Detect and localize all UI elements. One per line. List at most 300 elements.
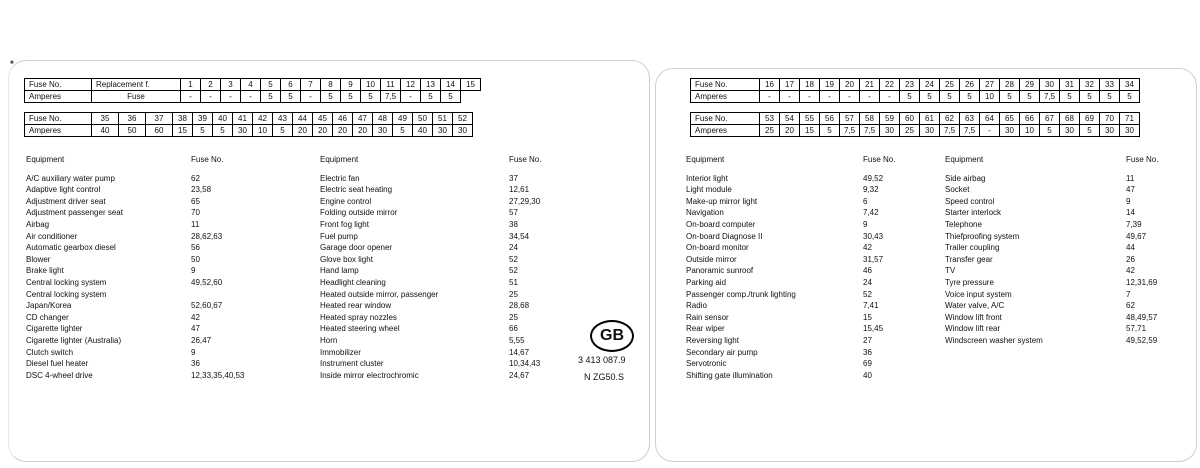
fuse-cell: 60 [900,113,920,125]
fuse-cell: 30 [1000,125,1020,137]
fuse-numbers: 24 [509,243,518,253]
fuse-numbers: 25 [509,312,518,322]
equipment-name: Airbag [26,219,50,229]
equipment-name: Immobilizer [320,347,361,357]
fuse-cell: 54 [780,113,800,125]
equipment-name: Tyre pressure [945,277,994,287]
equipment-name: Rear wiper [686,324,725,334]
fuse-numbers: 7,41 [863,301,879,311]
left-fuse-table-bottom [24,112,473,137]
right-fuse-table-top [690,78,1140,103]
fuse-numbers: 62 [191,173,200,183]
fuse-cell: 30 [1060,125,1080,137]
fuse-numbers: 14 [1126,208,1135,218]
fuse-cell: 19 [820,79,840,91]
fuse-cell: 5 [960,91,980,103]
fuse-numbers: 26,47 [191,335,212,345]
fuse-cell: 7,5 [1040,91,1060,103]
table-row [691,79,1140,91]
fuse-cell: 12 [401,79,421,91]
fuse-cell: Amperes [691,91,760,103]
equipment-name: Reversing light [686,335,739,345]
fuse-cell: Fuse No. [691,113,760,125]
fuse-cell: 10 [980,91,1000,103]
fuse-cell: 20 [780,125,800,137]
fuse-numbers: 52,60,67 [191,301,223,311]
fuse-cell: 15 [461,79,481,91]
part-number: 3 413 087.9 [578,355,626,365]
fuse-cell: 30 [1100,125,1120,137]
fuse-cell: 7,5 [940,125,960,137]
fuse-cell: 20 [353,125,373,137]
fuse-cell: 5 [261,91,281,103]
fuse-cell: 25 [900,125,920,137]
fuse-cell: 5 [441,91,461,103]
equipment-name: Electric fan [320,173,360,183]
fuse-cell: 7,5 [381,91,401,103]
fuse-numbers: 70 [191,208,200,218]
fuse-numbers: 40 [863,370,872,380]
fuse-cell: - [401,91,421,103]
equipment-name: On-board monitor [686,243,749,253]
equipment-name: Diesel fuel heater [26,359,89,369]
equipment-name: Voice input system [945,289,1012,299]
fuse-cell: 21 [860,79,880,91]
fuse-numbers: 65 [191,196,200,206]
fuse-cell: 20 [333,125,353,137]
fuse-numbers: 49,52,59 [1126,335,1158,345]
right-fuse-table-bottom [690,112,1140,137]
fuse-cell: 9 [341,79,361,91]
fuse-cell: 71 [1120,113,1140,125]
fuse-numbers: 9 [191,266,196,276]
fuse-cell: 36 [119,113,146,125]
fuse-numbers: 36 [191,359,200,369]
fuse-cell: 7,5 [840,125,860,137]
fuse-numbers: 52 [863,289,872,299]
fuse-numbers: 11 [191,219,200,229]
fuse-numbers: 12,61 [509,185,530,195]
equipment-name: Brake light [26,266,64,276]
fuse-cell: 10 [361,79,381,91]
equipment-name: Heated steering wheel [320,324,400,334]
fuse-cell: 5 [920,91,940,103]
left-fuse-table-top [24,78,481,103]
equipment-header: Equipment [26,155,65,164]
fuse-cell: 50 [413,113,433,125]
fuse-cell: 8 [321,79,341,91]
fuse-cell: 5 [1060,91,1080,103]
equipment-name: Servotronic [686,359,727,369]
fuse-cell: 47 [353,113,373,125]
fuse-numbers: 27,29,30 [509,196,541,206]
fuse-numbers: 37 [509,173,518,183]
equipment-name: Thiefproofing system [945,231,1020,241]
equipment-name: On-board computer [686,219,756,229]
fuse-cell: 44 [293,113,313,125]
fuse-numbers: 50 [191,254,200,264]
fuse-cell: 25 [940,79,960,91]
fuse-cell: 17 [780,79,800,91]
fuse-cell: 20 [293,125,313,137]
fuse-cell: 5 [1000,91,1020,103]
fuse-cell: 10 [253,125,273,137]
equipment-name: DSC 4-wheel drive [26,370,93,380]
fuse-cell: 22 [880,79,900,91]
equipment-name: Passenger comp./trunk lighting [686,289,796,299]
table-row [25,113,473,125]
fuse-cell: 59 [880,113,900,125]
table-row [25,79,481,91]
fuse-cell: 35 [92,113,119,125]
equipment-name: Central locking system [26,289,107,299]
fuse-no-header: Fuse No. [191,155,224,164]
fuse-cell: 52 [453,113,473,125]
fuse-cell: - [201,91,221,103]
equipment-name: Inside mirror electrochromic [320,370,419,380]
fuse-cell: 61 [920,113,940,125]
fuse-cell: 48 [373,113,393,125]
fuse-cell: 5 [261,79,281,91]
fuse-numbers: 28,68 [509,301,530,311]
fuse-numbers: 7,39 [1126,219,1142,229]
equipment-name: Engine control [320,196,372,206]
fuse-cell: 20 [313,125,333,137]
fuse-cell: - [241,91,261,103]
fuse-cell: 28 [1000,79,1020,91]
fuse-numbers: 7,42 [863,208,879,218]
fuse-cell: 69 [1080,113,1100,125]
fuse-numbers: 9,32 [863,185,879,195]
fuse-numbers: 30,43 [863,231,884,241]
equipment-name: Shifting gate illumination [686,370,773,380]
fuse-numbers: 49,52 [863,173,884,183]
fuse-numbers: 23,58 [191,185,212,195]
equipment-name: Garage door opener [320,243,393,253]
equipment-name: Water valve, A/C [945,301,1005,311]
equipment-name: Secondary air pump [686,347,758,357]
fuse-cell: 30 [880,125,900,137]
fuse-cell: 49 [393,113,413,125]
fuse-cell: 46 [333,113,353,125]
fuse-cell: 5 [421,91,441,103]
fuse-cell: 27 [980,79,1000,91]
fuse-cell: - [860,91,880,103]
fuse-cell: 4 [241,79,261,91]
fuse-numbers: 25 [509,289,518,299]
fuse-cell: - [820,91,840,103]
fuse-numbers: 42 [191,312,200,322]
fuse-numbers: 57 [509,208,518,218]
fuse-cell: 1 [181,79,201,91]
fuse-numbers: 52 [509,266,518,276]
corner-mark: ■ [10,60,14,66]
fuse-numbers: 28,62,63 [191,231,223,241]
fuse-cell: 42 [253,113,273,125]
fuse-cell: 38 [173,113,193,125]
fuse-no-header: Fuse No. [509,155,542,164]
equipment-name: Cigarette lighter [26,324,83,334]
table-row [25,125,473,137]
fuse-cell: 5 [341,91,361,103]
equipment-name: A/C auxiliary water pump [26,173,115,183]
fuse-cell: 64 [980,113,1000,125]
fuse-cell: 40 [213,113,233,125]
fuse-numbers: 6 [863,196,868,206]
fuse-cell: 20 [840,79,860,91]
fuse-cell: 25 [760,125,780,137]
fuse-no-header: Fuse No. [863,155,896,164]
fuse-cell: 68 [1060,113,1080,125]
equipment-name: Adjustment driver seat [26,196,106,206]
equipment-name: Central locking system [26,277,107,287]
fuse-cell: - [780,91,800,103]
fuse-cell: - [840,91,860,103]
fuse-cell: 5 [940,91,960,103]
equipment-name: CD changer [26,312,69,322]
equipment-name: Window lift rear [945,324,1001,334]
fuse-cell: 40 [92,125,119,137]
fuse-cell: 5 [1080,91,1100,103]
fuse-numbers: 11 [1126,173,1135,183]
fuse-cell: 53 [760,113,780,125]
fuse-cell: - [301,91,321,103]
equipment-name: Radio [686,301,707,311]
fuse-numbers: 36 [863,347,872,357]
fuse-cell: - [181,91,201,103]
fuse-cell: 70 [1100,113,1120,125]
fuse-cell: 7,5 [960,125,980,137]
equipment-name: Hand lamp [320,266,359,276]
fuse-numbers: 14,67 [509,347,530,357]
fuse-numbers: 57,71 [1126,324,1147,334]
fuse-cell: 30 [233,125,253,137]
fuse-cell: 13 [421,79,441,91]
fuse-cell: 30 [1120,125,1140,137]
fuse-cell: 56 [820,113,840,125]
fuse-cell: 24 [920,79,940,91]
fuse-numbers: 49,67 [1126,231,1147,241]
fuse-cell: 5 [1020,91,1040,103]
table-row [691,125,1140,137]
equipment-name: Folding outside mirror [320,208,398,218]
equipment-name: Instrument cluster [320,359,384,369]
fuse-cell: 5 [193,125,213,137]
equipment-name: Automatic gearbox diesel [26,243,116,253]
fuse-cell: 43 [273,113,293,125]
fuse-cell: 5 [281,91,301,103]
equipment-name: Japan/Korea [26,301,72,311]
fuse-cell: 5 [1040,125,1060,137]
fuse-cell: Replacement f. [92,79,181,91]
fuse-cell: 45 [313,113,333,125]
fuse-cell: 41 [233,113,253,125]
fuse-numbers: 44 [1126,243,1135,253]
fuse-cell: 30 [920,125,940,137]
equipment-name: Parking aid [686,277,727,287]
fuse-cell: 33 [1100,79,1120,91]
fuse-cell: 31 [1060,79,1080,91]
fuse-cell: 5 [1080,125,1100,137]
fuse-cell: 5 [213,125,233,137]
equipment-name: Horn [320,335,338,345]
equipment-name: Glove box light [320,254,373,264]
equipment-name: Heated rear window [320,301,392,311]
fuse-cell: - [221,91,241,103]
fuse-numbers: 24,67 [509,370,530,380]
fuse-cell: 3 [221,79,241,91]
fuse-cell: 55 [800,113,820,125]
fuse-numbers: 26 [1126,254,1135,264]
fuse-numbers: 47 [1126,185,1135,195]
fuse-cell: Amperes [691,125,760,137]
equipment-name: Navigation [686,208,724,218]
equipment-name: Heated spray nozzles [320,312,397,322]
equipment-name: Socket [945,185,970,195]
equipment-name: Blower [26,254,51,264]
fuse-numbers: 47 [191,324,200,334]
equipment-name: Front fog light [320,219,369,229]
fuse-cell: 51 [433,113,453,125]
fuse-cell: 58 [860,113,880,125]
fuse-numbers: 9 [1126,196,1131,206]
equipment-name: Speed control [945,196,995,206]
equipment-name: Outside mirror [686,254,737,264]
fuse-numbers: 12,31,69 [1126,277,1158,287]
fuse-cell: 15 [173,125,193,137]
fuse-cell: 40 [413,125,433,137]
table-row [691,91,1140,103]
fuse-cell: 11 [381,79,401,91]
fuse-numbers: 10,34,43 [509,359,541,369]
fuse-numbers: 46 [863,266,872,276]
fuse-cell: 7 [301,79,321,91]
fuse-cell: 30 [433,125,453,137]
fuse-cell: Fuse No. [691,79,760,91]
fuse-numbers: 27 [863,335,872,345]
equipment-name: Headlight cleaning [320,277,386,287]
equipment-name: Light module [686,185,732,195]
fuse-cell: 30 [453,125,473,137]
equipment-name: Interior light [686,173,728,183]
fuse-cell: 30 [373,125,393,137]
fuse-numbers: 12,33,35,40,53 [191,370,245,380]
part-code: N ZG50.S [584,372,625,382]
fuse-cell: 5 [1120,91,1140,103]
fuse-cell: 5 [273,125,293,137]
fuse-cell: Fuse No. [25,79,92,91]
fuse-numbers: 56 [191,243,200,253]
fuse-cell: 32 [1080,79,1100,91]
fuse-cell: 50 [119,125,146,137]
fuse-cell: 2 [201,79,221,91]
fuse-numbers: 48,49,57 [1126,312,1158,322]
fuse-cell: 37 [146,113,173,125]
fuse-cell: Amperes [25,125,92,137]
fuse-numbers: 51 [509,277,518,287]
fuse-cell: 5 [1100,91,1120,103]
fuse-cell: 60 [146,125,173,137]
fuse-numbers: 42 [1126,266,1135,276]
equipment-header: Equipment [320,155,359,164]
fuse-cell: 18 [800,79,820,91]
equipment-name: Rain sensor [686,312,729,322]
fuse-numbers: 52 [509,254,518,264]
fuse-numbers: 69 [863,359,872,369]
fuse-numbers: 15,45 [863,324,884,334]
equipment-name: TV [945,266,956,276]
equipment-name: Clutch switch [26,347,74,357]
fuse-cell: 5 [321,91,341,103]
fuse-numbers: 38 [509,219,518,229]
fuse-cell: 34 [1120,79,1140,91]
equipment-name: Trailer coupling [945,243,1000,253]
fuse-cell: - [760,91,780,103]
fuse-cell: Fuse No. [25,113,92,125]
equipment-name: Panoramic sunroof [686,266,754,276]
fuse-cell: 7,5 [860,125,880,137]
fuse-cell: 15 [800,125,820,137]
fuse-numbers: 62 [1126,301,1135,311]
equipment-header: Equipment [945,155,984,164]
fuse-numbers: 24 [863,277,872,287]
equipment-name: Adjustment passenger seat [26,208,123,218]
fuse-cell: Fuse [92,91,181,103]
fuse-cell: - [880,91,900,103]
fuse-numbers: 49,52,60 [191,277,223,287]
equipment-name: Cigarette lighter (Australia) [26,335,122,345]
fuse-cell: 5 [361,91,381,103]
equipment-name: Fuel pump [320,231,358,241]
fuse-cell: 14 [441,79,461,91]
fuse-numbers: 5,55 [509,335,525,345]
table-row [25,91,481,103]
fuse-cell: 5 [393,125,413,137]
fuse-numbers: 42 [863,243,872,253]
equipment-name: Electric seat heating [320,185,393,195]
fuse-cell: - [980,125,1000,137]
fuse-numbers: 7 [1126,289,1131,299]
equipment-name: Transfer gear [945,254,993,264]
equipment-header: Equipment [686,155,725,164]
fuse-cell: 30 [1040,79,1060,91]
fuse-cell: 67 [1040,113,1060,125]
equipment-name: On-board Diagnose II [686,231,763,241]
fuse-numbers: 15 [863,312,872,322]
equipment-name: Windscreen washer system [945,335,1043,345]
fuse-cell: 57 [840,113,860,125]
fuse-cell: 26 [960,79,980,91]
fuse-cell: 29 [1020,79,1040,91]
fuse-cell: 39 [193,113,213,125]
equipment-name: Adaptive light control [26,185,101,195]
fuse-cell: 6 [281,79,301,91]
fuse-numbers: 34,54 [509,231,530,241]
equipment-name: Window lift front [945,312,1002,322]
equipment-name: Heated outside mirror, passenger [320,289,439,299]
fuse-numbers: 66 [509,324,518,334]
fuse-cell: - [800,91,820,103]
fuse-cell: 23 [900,79,920,91]
fuse-cell: 10 [1020,125,1040,137]
table-row [691,113,1140,125]
fuse-numbers: 9 [191,347,196,357]
equipment-name: Telephone [945,219,982,229]
fuse-cell: 65 [1000,113,1020,125]
equipment-name: Side airbag [945,173,986,183]
fuse-cell: 16 [760,79,780,91]
fuse-cell: 62 [940,113,960,125]
